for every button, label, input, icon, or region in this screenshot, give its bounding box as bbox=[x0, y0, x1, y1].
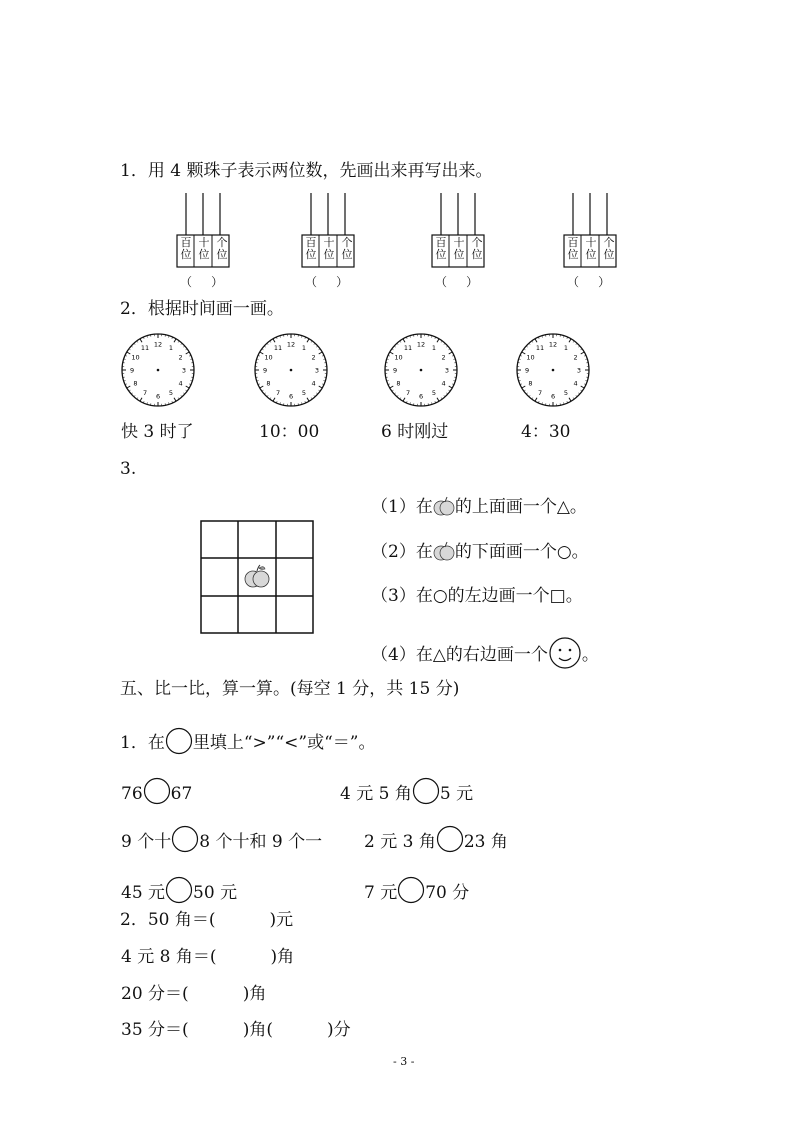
blank-circle-icon bbox=[165, 728, 193, 754]
abacus-place-label: 百 位 bbox=[567, 236, 579, 261]
abacus-place-label: 百 位 bbox=[180, 236, 192, 261]
clock-number: 4 bbox=[311, 379, 316, 388]
clock-number: 8 bbox=[266, 379, 271, 388]
abacus-answer-blank[interactable]: （ ） bbox=[567, 275, 611, 289]
apple-icon bbox=[433, 541, 455, 561]
comparison-6: 7 元 70 分 bbox=[364, 876, 469, 904]
clock-number: 11 bbox=[535, 343, 545, 352]
clock-number: 10 bbox=[131, 353, 140, 362]
clock-number: 2 bbox=[573, 353, 578, 362]
clock-number: 9 bbox=[392, 366, 398, 375]
clock-number: 11 bbox=[273, 343, 283, 352]
abacus-place-label: 个 位 bbox=[216, 236, 228, 261]
comparison-3: 9 个十 8 个十和 9 个一 bbox=[121, 825, 322, 853]
q3-item-1: （1）在 的上面画一个△。 bbox=[371, 497, 587, 517]
q3-item-4: （4）在△的右边画一个 。 bbox=[371, 636, 599, 670]
clock-number: 11 bbox=[403, 343, 413, 352]
clock-number: 12 bbox=[153, 340, 163, 349]
q3-label: 3. bbox=[120, 459, 137, 479]
clock-number: 6 bbox=[550, 392, 556, 401]
abacus-3 bbox=[431, 193, 491, 273]
clock-number: 9 bbox=[524, 366, 530, 375]
clock-caption-4: 4：30 bbox=[521, 422, 571, 442]
clock-number: 12 bbox=[548, 340, 558, 349]
clock-number: 5 bbox=[431, 389, 437, 398]
abacus-place-label: 十 位 bbox=[323, 236, 335, 261]
clock-caption-1: 快 3 时了 bbox=[121, 422, 194, 442]
clock-number: 1 bbox=[431, 343, 437, 352]
conversion-line-3: 20 分＝( )角 bbox=[121, 984, 267, 1004]
clock-number: 10 bbox=[264, 353, 273, 362]
abacus-1 bbox=[176, 193, 236, 273]
clock-face-2[interactable] bbox=[251, 330, 331, 410]
clock-number: 2 bbox=[441, 353, 446, 362]
clock-number: 2 bbox=[311, 353, 316, 362]
q1-instruction: 1．用 4 颗珠子表示两位数，先画出来再写出来。 bbox=[120, 161, 493, 181]
clock-number: 3 bbox=[576, 366, 582, 375]
comparison-2: 4 元 5 角 5 元 bbox=[340, 777, 473, 805]
compare-circle[interactable] bbox=[165, 876, 193, 904]
clock-number: 2 bbox=[178, 353, 183, 362]
comparison-4: 2 元 3 角 23 角 bbox=[364, 825, 508, 853]
compare-circle[interactable] bbox=[412, 777, 440, 805]
clock-number: 7 bbox=[142, 389, 148, 398]
abacus-place-label: 个 位 bbox=[471, 236, 483, 261]
apple-icon bbox=[433, 496, 455, 516]
clock-number: 7 bbox=[275, 389, 281, 398]
abacus-place-label: 十 位 bbox=[453, 236, 465, 261]
abacus-4 bbox=[563, 193, 623, 273]
compare-circle[interactable] bbox=[171, 825, 199, 853]
clock-number: 4 bbox=[178, 379, 183, 388]
position-grid bbox=[200, 520, 314, 634]
clock-number: 3 bbox=[181, 366, 187, 375]
clock-caption-3: 6 时刚过 bbox=[381, 422, 449, 442]
abacus-place-label: 百 位 bbox=[305, 236, 317, 261]
clock-number: 6 bbox=[288, 392, 294, 401]
clock-caption-2: 10：00 bbox=[259, 422, 320, 442]
abacus-place-label: 百 位 bbox=[435, 236, 447, 261]
comparison-5: 45 元 50 元 bbox=[121, 876, 237, 904]
clock-number: 8 bbox=[133, 379, 138, 388]
s5-q1-instruction: 1．在 里填上“>”“<”或“＝”。 bbox=[120, 728, 375, 754]
clock-number: 6 bbox=[155, 392, 161, 401]
compare-circle[interactable] bbox=[397, 876, 425, 904]
smiley-icon bbox=[548, 636, 582, 670]
abacus-place-label: 十 位 bbox=[198, 236, 210, 261]
q3-item-3: （3）在○的左边画一个□。 bbox=[371, 586, 583, 606]
clock-number: 8 bbox=[528, 379, 533, 388]
clock-face-1[interactable] bbox=[118, 330, 198, 410]
abacus-place-label: 个 位 bbox=[603, 236, 615, 261]
clock-face-3[interactable] bbox=[381, 330, 461, 410]
abacus-answer-blank[interactable]: （ ） bbox=[305, 275, 349, 289]
clock-number: 10 bbox=[394, 353, 403, 362]
clock-number: 7 bbox=[537, 389, 543, 398]
conversion-line-1: 2．50 角＝( )元 bbox=[120, 910, 294, 930]
clock-number: 12 bbox=[416, 340, 426, 349]
section5-heading: 五、比一比，算一算。(每空 1 分，共 15 分) bbox=[120, 679, 460, 699]
abacus-answer-blank[interactable]: （ ） bbox=[435, 275, 479, 289]
clock-number: 9 bbox=[129, 366, 135, 375]
comparison-1: 76 67 bbox=[121, 777, 192, 805]
conversion-line-4: 35 分＝( )角( )分 bbox=[121, 1020, 351, 1040]
abacus-answer-blank[interactable]: （ ） bbox=[180, 275, 224, 289]
clock-number: 8 bbox=[396, 379, 401, 388]
abacus-place-label: 十 位 bbox=[585, 236, 597, 261]
clock-number: 4 bbox=[573, 379, 578, 388]
clock-number: 10 bbox=[526, 353, 535, 362]
clock-face-4[interactable] bbox=[513, 330, 593, 410]
clock-number: 1 bbox=[301, 343, 307, 352]
abacus-2 bbox=[301, 193, 361, 273]
clock-number: 11 bbox=[140, 343, 150, 352]
clock-number: 12 bbox=[286, 340, 296, 349]
q3-item-2: （2）在 的下面画一个○。 bbox=[371, 542, 589, 562]
clock-number: 3 bbox=[314, 366, 320, 375]
clock-number: 1 bbox=[563, 343, 569, 352]
clock-number: 7 bbox=[405, 389, 411, 398]
compare-circle[interactable] bbox=[436, 825, 464, 853]
clock-number: 9 bbox=[262, 366, 268, 375]
clock-number: 5 bbox=[301, 389, 307, 398]
compare-circle[interactable] bbox=[143, 777, 171, 805]
clock-number: 4 bbox=[441, 379, 446, 388]
clock-number: 5 bbox=[563, 389, 569, 398]
page-number: - 3 - bbox=[393, 1055, 415, 1068]
clock-number: 1 bbox=[168, 343, 174, 352]
q2-instruction: 2．根据时间画一画。 bbox=[120, 299, 284, 319]
apple-icon bbox=[245, 565, 269, 587]
abacus-place-label: 个 位 bbox=[341, 236, 353, 261]
clock-number: 3 bbox=[444, 366, 450, 375]
conversion-line-2: 4 元 8 角＝( )角 bbox=[121, 947, 295, 967]
clock-number: 6 bbox=[418, 392, 424, 401]
clock-number: 5 bbox=[168, 389, 174, 398]
